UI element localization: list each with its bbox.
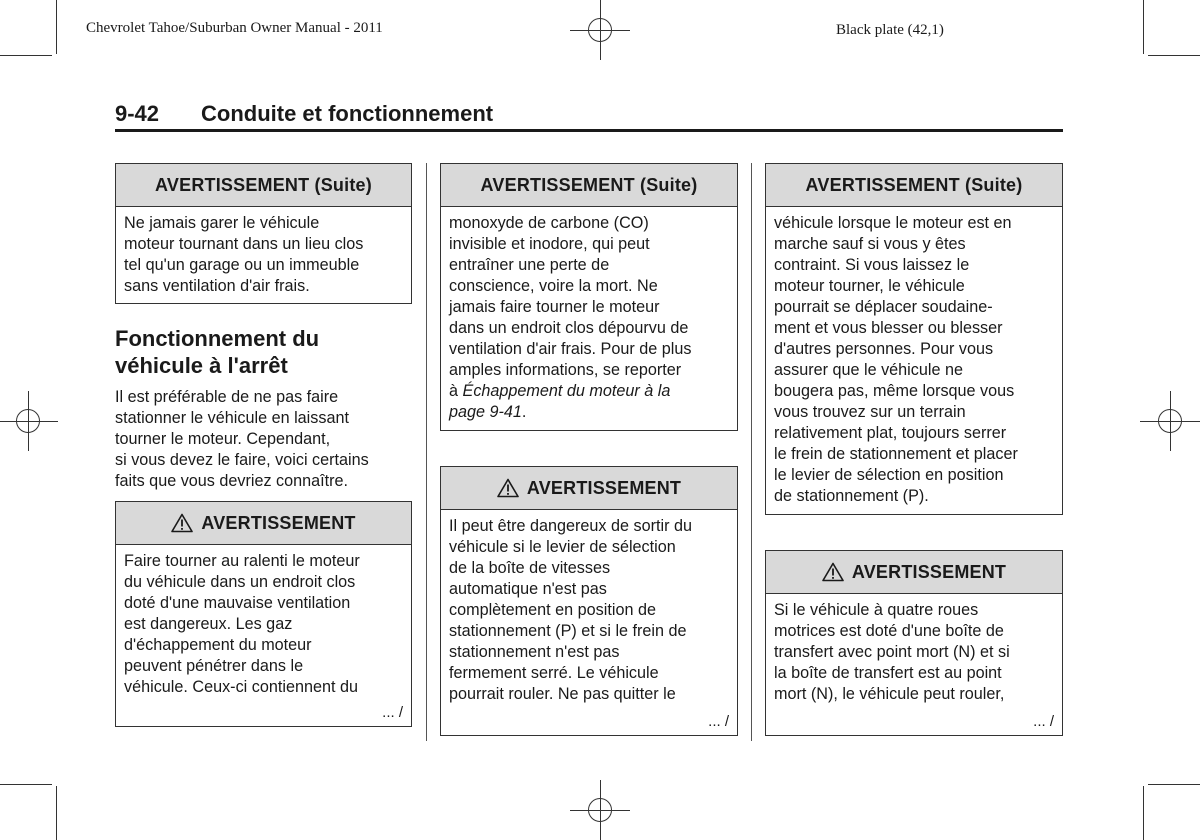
- text-line: du véhicule dans un endroit clos: [124, 573, 356, 591]
- text-line: [449, 381, 729, 402]
- text-line: vous trouvez sur un terrain: [774, 403, 966, 421]
- text-line: véhicule. Ceux-ci contiennent du: [124, 678, 358, 696]
- warning-box-title: AVERTISSEMENT (Suite): [116, 164, 411, 207]
- column-divider: [751, 163, 752, 741]
- warning-box-title-row: [441, 467, 737, 510]
- warning-box-title-row: [766, 551, 1062, 594]
- warning-box: [115, 501, 412, 727]
- plate-label: Black plate (42,1): [836, 22, 944, 38]
- heading-line: véhicule à l'arrêt: [115, 353, 288, 378]
- text-line: Il peut être dangereux de sortir du: [449, 517, 692, 535]
- text-line: ment et vous blesser ou blesser: [774, 319, 1003, 337]
- text-line: de la boîte de vitesses: [449, 559, 611, 577]
- text-line: Il est préférable de ne pas faire: [115, 388, 339, 406]
- cross-reference-link[interactable]: page 9-41: [449, 403, 522, 421]
- warning-box-body: [441, 207, 737, 423]
- warning-box-title: AVERTISSEMENT (Suite): [441, 164, 737, 207]
- body-paragraph: [115, 387, 415, 492]
- text-line: Faire tourner au ralenti le moteur: [124, 552, 360, 570]
- manual-title: Chevrolet Tahoe/Suburban Owner Manual - 2011: [86, 20, 383, 36]
- text-line: doté d'une mauvaise ventilation: [124, 594, 351, 612]
- text-line: tel qu'un garage ou un immeuble: [124, 256, 360, 274]
- crop-mark: [1143, 786, 1144, 840]
- crop-mark: [1143, 0, 1144, 54]
- text-line: d'autres personnes. Pour vous: [774, 340, 994, 358]
- text-line: marche sauf si vous y êtes: [774, 235, 966, 253]
- crop-mark: [56, 0, 57, 54]
- text-line: stationnement n'est pas: [449, 643, 620, 661]
- text-line: amples informations, se reporter: [449, 361, 682, 379]
- text-line: automatique n'est pas: [449, 580, 607, 598]
- text-line: si vous devez le faire, voici certains: [115, 451, 369, 469]
- registration-mark-icon: [1152, 403, 1188, 439]
- text-line: transfert avec point mort (N) et si: [774, 643, 1010, 661]
- text-line: peuvent pénétrer dans le: [124, 657, 304, 675]
- registration-mark-icon: [582, 792, 618, 828]
- subsection-heading: [115, 325, 319, 379]
- text-line: tourner le moteur. Cependant,: [115, 430, 331, 448]
- warning-box-body: [766, 207, 1062, 507]
- text-line: stationner le véhicule en laissant: [115, 409, 349, 427]
- text-line: Si le véhicule à quatre roues: [774, 601, 979, 619]
- warning-triangle-icon: [497, 478, 519, 498]
- text-line: mort (N), le véhicule peut rouler,: [774, 685, 1005, 703]
- text-line: moteur tourner, le véhicule: [774, 277, 965, 295]
- warning-box: [440, 466, 738, 736]
- text-line: pourrait rouler. Ne pas quitter le: [449, 685, 676, 703]
- text-line: [449, 402, 729, 423]
- text-line: bougera pas, même lorsque vous: [774, 382, 1015, 400]
- warning-box-continued: [765, 163, 1063, 515]
- text-line: motrices est doté d'une boîte de: [774, 622, 1004, 640]
- text-line: invisible et inodore, qui peut: [449, 235, 650, 253]
- text-line: ventilation d'air frais. Pour de plus: [449, 340, 692, 358]
- text-line: faits que vous devriez connaître.: [115, 472, 349, 490]
- warning-box-body: [116, 545, 411, 698]
- crop-mark: [56, 786, 57, 840]
- text-line: stationnement (P) et si le frein de: [449, 622, 687, 640]
- text-line: dans un endroit clos dépourvu de: [449, 319, 689, 337]
- text-line: entraîner une perte de: [449, 256, 610, 274]
- crop-mark: [0, 55, 52, 56]
- text-line: jamais faire tourner le moteur: [449, 298, 660, 316]
- continued-marker: ... /: [382, 704, 403, 721]
- warning-box-body: [116, 207, 411, 297]
- text-line: relativement plat, toujours serrer: [774, 424, 1007, 442]
- registration-mark-icon: [10, 403, 46, 439]
- text-line: monoxyde de carbone (CO): [449, 214, 649, 232]
- cross-reference-link[interactable]: Échappement du moteur à la: [462, 382, 671, 400]
- warning-box: [765, 550, 1063, 736]
- warning-box-continued: [115, 163, 412, 304]
- crop-mark: [1148, 784, 1200, 785]
- page-number: 9-42: [115, 101, 160, 126]
- warning-box-title: AVERTISSEMENT (Suite): [766, 164, 1062, 207]
- text-fragment: .: [521, 403, 527, 421]
- warning-box-body: [766, 594, 1062, 705]
- warning-box-body: [441, 510, 737, 705]
- text-line: pourrait se déplacer soudaine-: [774, 298, 993, 316]
- warning-triangle-icon: [171, 513, 193, 533]
- text-line: le levier de sélection en position: [774, 466, 1004, 484]
- crop-mark: [0, 784, 52, 785]
- continued-marker: ... /: [708, 713, 729, 730]
- warning-box-continued: [440, 163, 738, 431]
- section-title: Conduite et fonctionnement: [201, 101, 494, 126]
- warning-box-title-row: [116, 502, 411, 545]
- text-line: moteur tournant dans un lieu clos: [124, 235, 364, 253]
- text-line: conscience, voire la mort. Ne: [449, 277, 658, 295]
- page-header: [115, 101, 1063, 132]
- text-line: assurer que le véhicule ne: [774, 361, 963, 379]
- text-line: sans ventilation d'air frais.: [124, 277, 310, 295]
- text-line: contraint. Si vous laissez le: [774, 256, 970, 274]
- text-fragment: à: [449, 382, 463, 400]
- column-divider: [426, 163, 427, 741]
- crop-mark: [1148, 55, 1200, 56]
- warning-box-title: AVERTISSEMENT: [526, 477, 682, 498]
- warning-box-title: AVERTISSEMENT: [201, 512, 356, 533]
- warning-triangle-icon: [822, 562, 844, 582]
- text-line: est dangereux. Les gaz: [124, 615, 293, 633]
- continued-marker: ... /: [1033, 713, 1054, 730]
- text-line: fermement serré. Le véhicule: [449, 664, 659, 682]
- text-line: de stationnement (P).: [774, 487, 929, 505]
- heading-line: Fonctionnement du: [115, 326, 320, 351]
- registration-mark-icon: [582, 12, 618, 48]
- text-line: d'échappement du moteur: [124, 636, 312, 654]
- text-line: véhicule lorsque le moteur est en: [774, 214, 1012, 232]
- text-line: la boîte de transfert est au point: [774, 664, 1002, 682]
- warning-box-title: AVERTISSEMENT: [851, 561, 1007, 582]
- text-line: Ne jamais garer le véhicule: [124, 214, 320, 232]
- text-line: véhicule si le levier de sélection: [449, 538, 676, 556]
- text-line: complètement en position de: [449, 601, 656, 619]
- text-line: le frein de stationnement et placer: [774, 445, 1018, 463]
